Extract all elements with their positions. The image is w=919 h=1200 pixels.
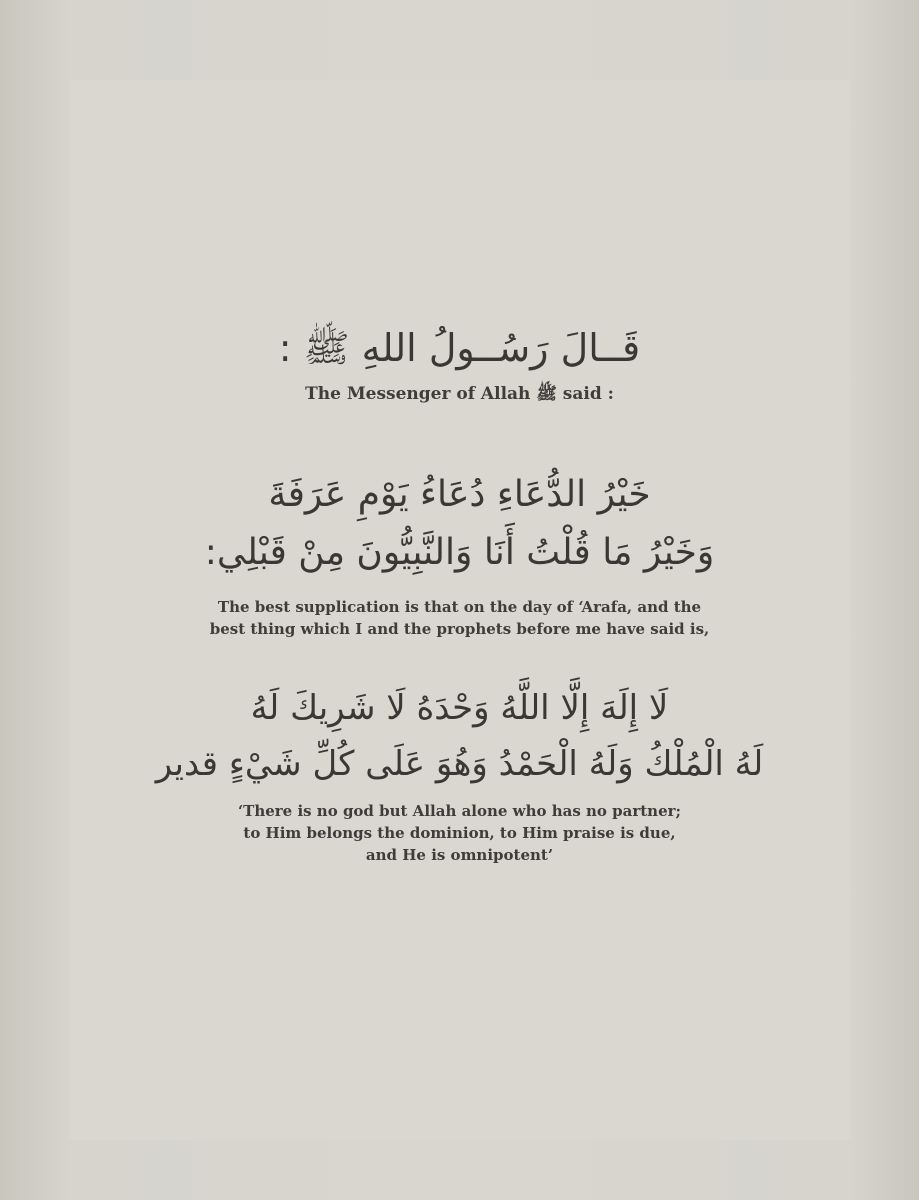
hadith-english-line-1: The best supplication is that on the day of ‘Arafa, and the <box>217 598 702 616</box>
tahlil-english <box>0 800 919 866</box>
tahlil-english-line-1: ‘There is no god but Allah alone who has no partner; <box>237 802 682 820</box>
tahlil-arabic <box>0 680 919 792</box>
tahlil-arabic-line-2: لَهُ الْمُلْكُ وَلَهُ الْحَمْدُ وَهُوَ عَلَى كُلِّ شَيْءٍ قدير <box>155 744 764 784</box>
intro-english: The Messenger of Allah ﷺ said : <box>305 384 614 404</box>
hadith-arabic-line-1: خَيْرُ الدُّعَاءِ دُعَاءُ يَوْمِ عَرَفَةَ <box>268 474 651 515</box>
hadith-english <box>0 596 919 640</box>
tahlil-english-line-2: to Him belongs the dominion, to Him praise is due, <box>243 824 676 842</box>
tahlil-arabic-line-1: لَا إِلَهَ إِلَّا اللَّهُ وَحْدَهُ لَا شَرِيكَ لَهُ <box>250 688 669 728</box>
tahlil-english-line-3: and He is omnipotent’ <box>365 846 554 864</box>
hadith-english-line-2: best thing which I and the prophets before me have said is, <box>209 620 710 638</box>
hadith-arabic <box>0 466 919 582</box>
intro-arabic: قَــالَ رَسُــولُ اللهِ ﷺ : <box>278 326 641 370</box>
hadith-arabic-line-2: وَخَيْرُ مَا قُلْتُ أَنَا وَالنَّبِيُّونَ مِنْ قَبْلِي: <box>204 532 715 573</box>
